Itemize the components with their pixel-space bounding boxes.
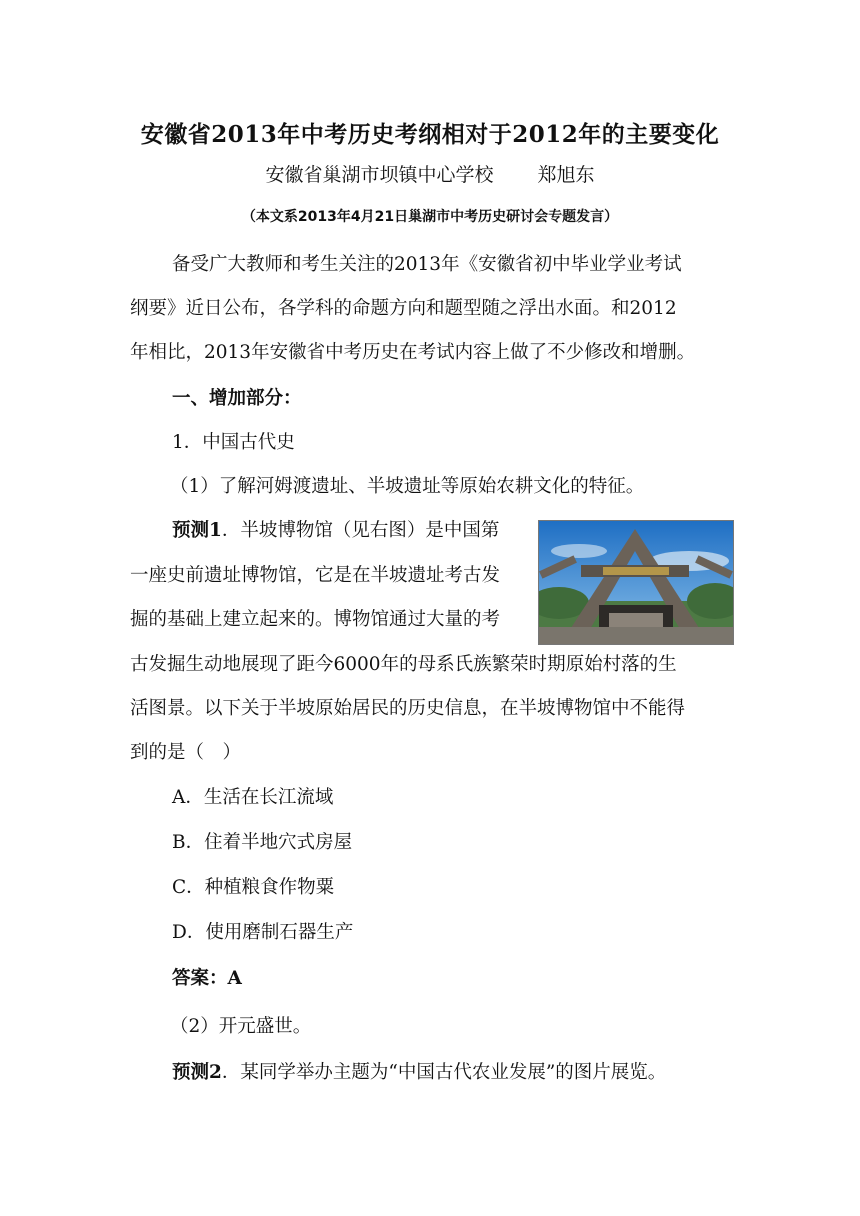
prediction-1-line-2: 一座史前遗址博物馆，它是在半坡遗址考古发 <box>130 565 501 586</box>
prediction-1-label: 预测1 <box>172 520 222 541</box>
author-school: 安徽省巢湖市坝镇中心学校 <box>265 164 494 186</box>
prediction-1-line-5: 活图景。以下关于半坡原始居民的历史信息，在半坡博物馆中不能得 <box>130 698 686 719</box>
answer-1: 答案：A <box>172 968 242 989</box>
prediction-2-line <box>172 1058 666 1088</box>
item-2: （2）开元盛世。 <box>170 1016 312 1037</box>
banpo-museum-image <box>539 521 733 644</box>
prediction-2-label: 预测2 <box>172 1062 222 1083</box>
prediction-1-line-4: 古发掘生动地展现了距今6000年的母系氏族繁荣时期原始村落的生 <box>130 654 677 675</box>
subsection-ancient-china: 1．中国古代史 <box>172 432 295 453</box>
author-line <box>0 160 860 187</box>
prediction-1-line-3: 掘的基础上建立起来的。博物馆通过大量的考 <box>130 609 501 630</box>
prediction-2-text: ．某同学举办主题为“中国古代农业发展”的图片展览。 <box>221 1062 667 1083</box>
document-title: 安徽省2013年中考历史考纲相对于2012年的主要变化 <box>140 121 720 148</box>
prediction-1-text-1: ．半坡博物馆（见右图）是中国第 <box>221 520 500 541</box>
intro-line-3: 年相比，2013年安徽省中考历史在考试内容上做了不少修改和增删。 <box>130 342 696 363</box>
document-note: （本文系2013年4月21日巢湖市中考历史研讨会专题发言） <box>241 209 619 225</box>
prediction-1-line-6: 到的是（ ） <box>130 742 242 763</box>
banpo-museum-photo <box>538 520 734 645</box>
author-name: 郑旭东 <box>537 164 595 186</box>
item-1: （1）了解河姆渡遗址、半坡遗址等原始农耕文化的特征。 <box>170 476 645 497</box>
option-d: D．使用磨制石器生产 <box>172 922 354 943</box>
option-b: B．住着半地穴式房屋 <box>172 832 353 853</box>
option-a: A．生活在长江流域 <box>172 787 334 808</box>
prediction-1-line-1 <box>172 516 499 546</box>
option-c: C．种植粮食作物粟 <box>172 877 335 898</box>
intro-line-2: 纲要》近日公布，各学科的命题方向和题型随之浮出水面。和2012 <box>130 298 677 319</box>
intro-line-1: 备受广大教师和考生关注的2013年《安徽省初中毕业学业考试 <box>172 254 682 275</box>
section-heading: 一、增加部分： <box>172 388 302 409</box>
